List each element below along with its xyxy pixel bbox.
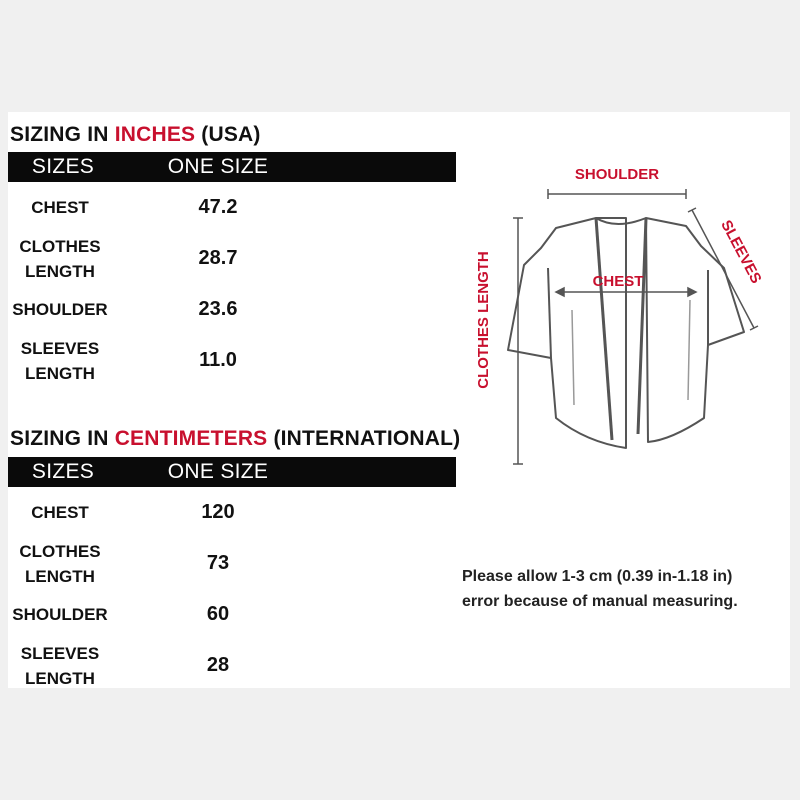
inches-heading-suffix: (USA): [195, 123, 261, 146]
row-value: 120: [201, 501, 235, 523]
inches-table: [8, 152, 456, 386]
measurement-note: [462, 564, 792, 614]
inches-table-header: [8, 152, 456, 182]
table-row: [8, 640, 456, 691]
row-label: CLOTHES LENGTH: [19, 236, 101, 281]
row-value: 11.0: [199, 349, 237, 371]
row-label: CHEST: [31, 503, 89, 522]
table-row: [8, 487, 456, 538]
chest-label: CHEST: [592, 273, 644, 290]
row-value: 28: [206, 654, 230, 676]
row-label: SHOULDER: [12, 300, 108, 319]
inches-heading-accent: INCHES: [114, 123, 196, 146]
sizes-column-header: SIZES: [31, 155, 95, 178]
row-value: 28.7: [198, 247, 238, 269]
note-line-1: Please allow 1-3 cm (0.39 in-1.18 in): [462, 568, 733, 585]
row-label: SHOULDER: [12, 605, 108, 624]
row-label: SLEEVES LENGTH: [20, 338, 100, 383]
row-value: 23.6: [198, 298, 238, 320]
inches-heading: [10, 123, 261, 147]
row-value: 73: [206, 552, 230, 574]
row-value: 60: [206, 603, 230, 625]
table-row: [8, 284, 456, 335]
note-line-2: error because of manual measuring.: [462, 593, 738, 610]
one-size-column-header: ONE SIZE: [167, 155, 269, 178]
sizes-column-header: SIZES: [31, 460, 95, 483]
centimeters-table: [8, 457, 456, 691]
sleeves-label: SLEEVES: [717, 217, 765, 287]
centimeters-table-header: [8, 457, 456, 487]
clothes-length-label: CLOTHES LENGTH: [475, 251, 492, 389]
centimeters-heading: [10, 427, 460, 451]
row-label: CLOTHES LENGTH: [19, 541, 101, 586]
shoulder-measure-line: [548, 189, 686, 199]
row-label: SLEEVES LENGTH: [20, 643, 100, 688]
row-label: CHEST: [31, 198, 89, 217]
one-size-column-header: ONE SIZE: [167, 460, 269, 483]
row-value: 47.2: [198, 196, 238, 218]
centimeters-heading-accent: CENTIMETERS: [114, 427, 268, 450]
centimeters-heading-suffix: (INTERNATIONAL): [267, 427, 461, 450]
table-row: [8, 233, 456, 284]
cardigan-outline-icon: [508, 218, 744, 448]
inches-heading-prefix: SIZING IN: [10, 123, 115, 146]
table-row: [8, 335, 456, 386]
table-row: [8, 182, 456, 233]
table-row: [8, 538, 456, 589]
table-row: [8, 589, 456, 640]
centimeters-heading-prefix: SIZING IN: [10, 427, 115, 450]
shoulder-label: SHOULDER: [574, 166, 660, 183]
garment-measurement-diagram: [466, 150, 776, 480]
